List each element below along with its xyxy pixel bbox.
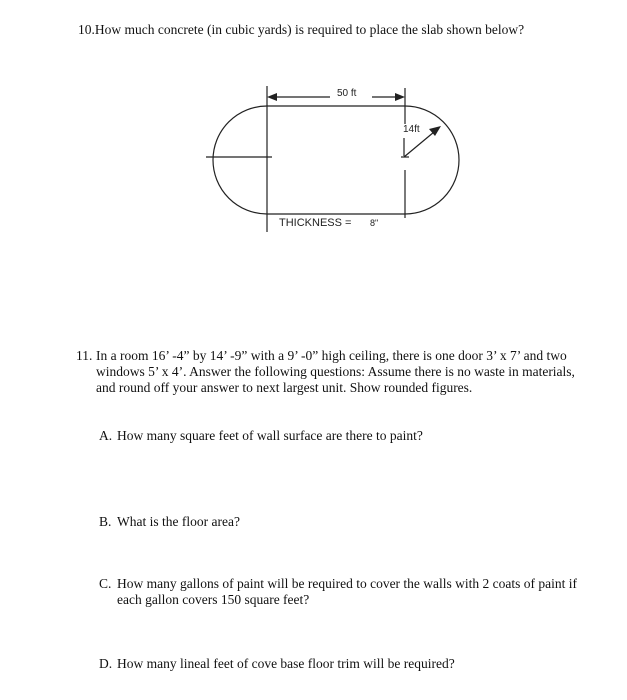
- sub-question-d-label: D.: [99, 656, 113, 671]
- sub-question-c-text: How many gallons of paint will be required to cover the walls with 2 coats of paint if each gallon covers 150 square feet?: [117, 576, 578, 607]
- sub-question-b-text: What is the floor area?: [117, 514, 240, 529]
- thickness-label: THICKNESS =: [279, 217, 352, 229]
- dimension-arrow-right: [395, 93, 405, 101]
- slab-outline: [213, 106, 459, 214]
- length-label: 50 ft: [337, 88, 357, 99]
- question-10-text: 10.How much concrete (in cubic yards) is required to place the slab shown below?: [78, 22, 525, 37]
- sub-question-d-text: How many lineal feet of cove base floor trim will be required?: [117, 656, 455, 671]
- sub-question-b: [99, 514, 240, 530]
- question-11-text: In a room 16’ -4” by 14’ -9” with a 9’ -0” high ceiling, there is one door 3’ x 7’ and two windows 5’ x 4’. Answer the following questions: Assume there is no waste in materials, and round off your answer to next largest unit. Show rounded figures.: [96, 348, 575, 395]
- sub-question-a-text: How many square feet of wall surface are there to paint?: [117, 428, 423, 443]
- sub-question-b-label: B.: [99, 514, 112, 529]
- sub-question-d: [99, 656, 455, 672]
- sub-question-a: [99, 428, 423, 444]
- radius-label: 14ft: [403, 124, 420, 135]
- radius-line: [404, 132, 434, 157]
- question-11-number: 11.: [76, 348, 93, 363]
- thickness-value: 8": [370, 218, 379, 228]
- dimension-arrow-left: [267, 93, 277, 101]
- sub-question-a-label: A.: [99, 428, 113, 443]
- sub-question-c-label: C.: [99, 576, 112, 591]
